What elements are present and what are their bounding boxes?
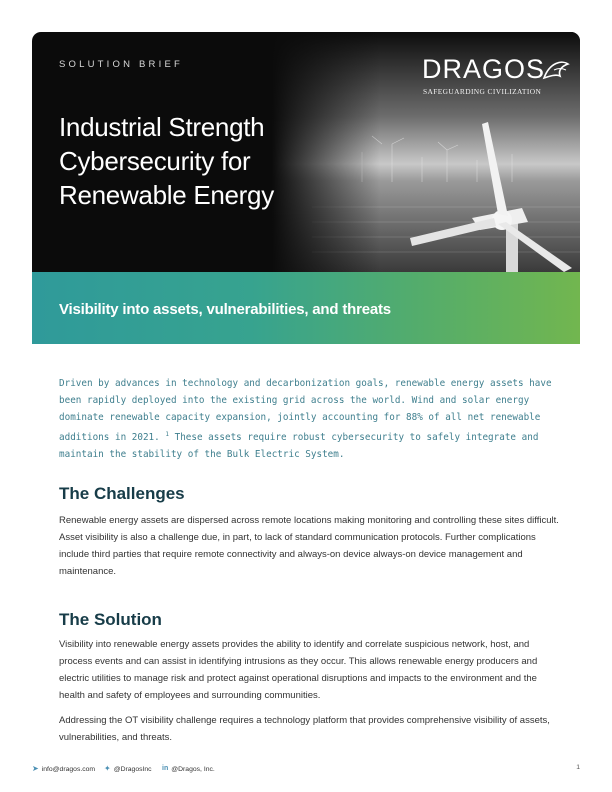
logo-tagline: SAFEGUARDING CIVILIZATION xyxy=(423,87,542,96)
solution-paragraph-2: Addressing the OT visibility challenge requires a technology platform that provides comprehensive visibility of assets, vulnerabilities, and threats. xyxy=(59,715,550,743)
paper-plane-icon: ➤ xyxy=(32,764,39,773)
subtitle-band xyxy=(32,272,580,344)
footnote-marker: 1 xyxy=(165,431,169,438)
document-type-label: SOLUTION BRIEF xyxy=(59,59,183,70)
page-number: 1 xyxy=(576,764,580,771)
footer-twitter[interactable] xyxy=(104,764,152,774)
page-title xyxy=(59,110,319,212)
dragon-mark-icon xyxy=(540,56,570,86)
intro-text-continued: These assets require robust cybersecurity to safely integrate and maintain the stability of the Bulk Electric System. xyxy=(59,432,539,461)
footer-twitter-text: @DragosInc xyxy=(113,765,152,773)
footer-email[interactable] xyxy=(32,764,95,774)
logo-wordmark: DRAGOS xyxy=(422,54,546,84)
title-line: Cybersecurity for xyxy=(59,146,251,176)
solution-paragraph-1: Visibility into renewable energy assets provides the ability to identify and correlate suspicious network, host, and process events and can assist in identifying intrusions as they occur. This allows renewable energy producers and electric utilities to manage risk and protect against operational disruptions and impacts to the environment and the health and safety of employees and surrounding communities. xyxy=(59,639,538,701)
solution-heading: The Solution xyxy=(59,610,162,629)
intro-text: Driven by advances in technology and decarbonization goals, renewable energy assets have been rapidly deployed into the existing grid across the world. Wind and solar energy dominate renewable capacity expansion, jointly accounting for 88% of all net renewable additions in 2021. xyxy=(59,378,552,444)
challenges-heading: The Challenges xyxy=(59,484,185,503)
footer-email-text: info@dragos.com xyxy=(41,765,96,773)
subtitle: Visibility into assets, vulnerabilities, and threats xyxy=(59,301,391,318)
footer xyxy=(32,764,580,778)
dragos-logo xyxy=(422,50,570,100)
hero-banner xyxy=(32,32,580,272)
title-line: Renewable Energy xyxy=(59,180,274,210)
footer-linkedin-text: @Dragos, Inc. xyxy=(171,765,215,773)
twitter-icon: ✦ xyxy=(104,764,111,773)
challenges-paragraph: Renewable energy assets are dispersed across remote locations making monitoring and controlling these sites difficult. Asset visibility is also a challenge due, in part, to lack of standard communication protocols. Further complications include third parties that require remote connectivity and always-on device always-on device management and maintenance. xyxy=(59,515,559,577)
title-line: Industrial Strength xyxy=(59,112,265,142)
footer-linkedin[interactable] xyxy=(162,764,215,774)
intro-paragraph xyxy=(59,375,554,463)
linkedin-icon: in xyxy=(162,765,169,772)
